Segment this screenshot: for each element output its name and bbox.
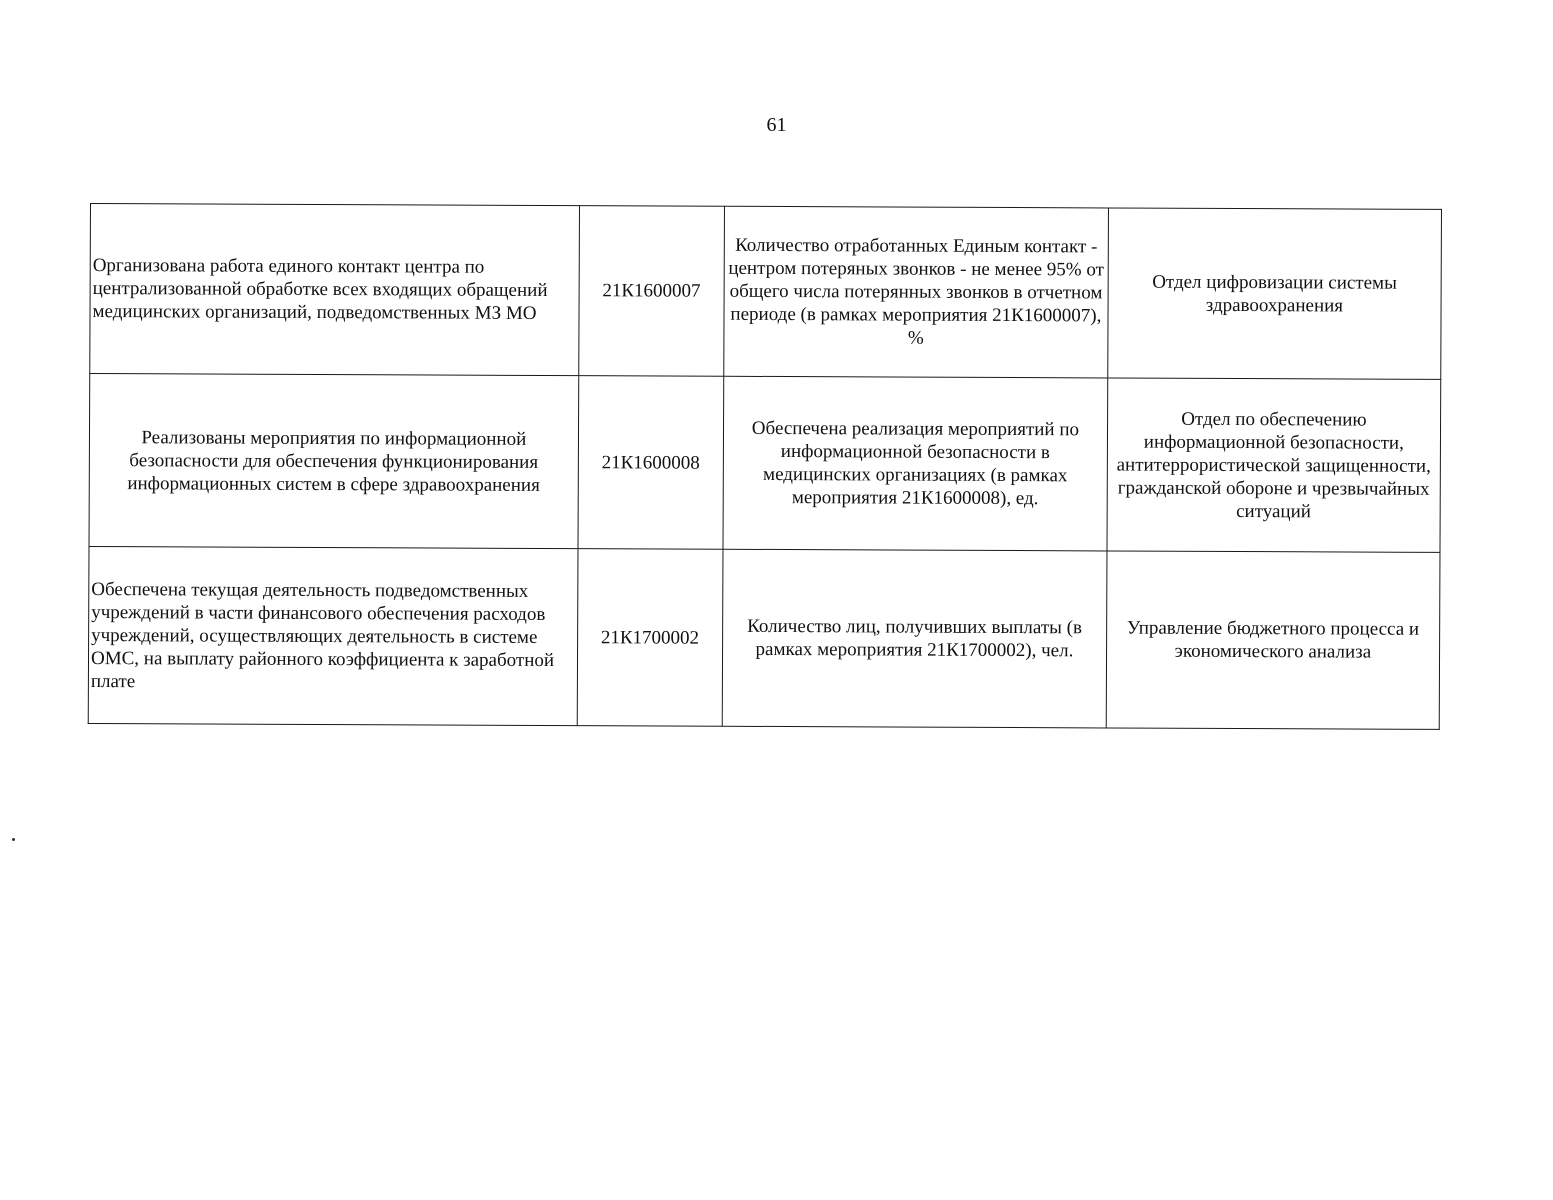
department-cell: Отдел цифровизации системы здравоохранения bbox=[1108, 208, 1442, 379]
department-cell: Управление бюджетного процесса и экономического анализа bbox=[1106, 551, 1440, 729]
scan-speck bbox=[12, 838, 15, 841]
code-cell: 21К1600008 bbox=[578, 376, 724, 550]
indicator-cell: Количество отработанных Единым контакт - центром потеряных звонков - не менее 95% от общего числа потерянных звонков в отчетном периоде (в рамках мероприятия 21К1600007), % bbox=[724, 206, 1108, 378]
table-row bbox=[90, 204, 1442, 380]
result-cell: Реализованы мероприятия по информационной безопасности для обеспечения функционирования информационных систем в сфере здравоохранения bbox=[89, 374, 578, 549]
table-row bbox=[88, 546, 1440, 729]
code-cell: 21К1600007 bbox=[578, 206, 724, 377]
result-cell: Обеспечена текущая деятельность подведомственных учреждений в части финансового обеспечения расходов учреждений, осуществляющих деятельность в системе ОМС, на выплату районного коэффициента к заработной плате bbox=[88, 546, 577, 725]
department-cell: Отдел по обеспечению информационной безопасности, антитеррористической защищенности, гражданской обороне и чрезвычайных ситуаций bbox=[1107, 378, 1441, 552]
table-row bbox=[89, 374, 1441, 553]
code-cell: 21К1700002 bbox=[577, 549, 723, 727]
result-cell: Организована работа единого контакт центра по централизованной обработке всех входящих обращений медицинских организаций, подведомственных МЗ МО bbox=[90, 204, 579, 376]
measures-table bbox=[88, 203, 1442, 730]
indicator-cell: Количество лиц, получивших выплаты (в рамках мероприятия 21К1700002), чел. bbox=[722, 549, 1106, 728]
page-number: 61 bbox=[766, 114, 787, 136]
indicator-cell: Обеспечена реализация мероприятий по информационной безопасности в медицинских организациях (в рамках мероприятия 21К1600008), ед. bbox=[723, 376, 1107, 551]
